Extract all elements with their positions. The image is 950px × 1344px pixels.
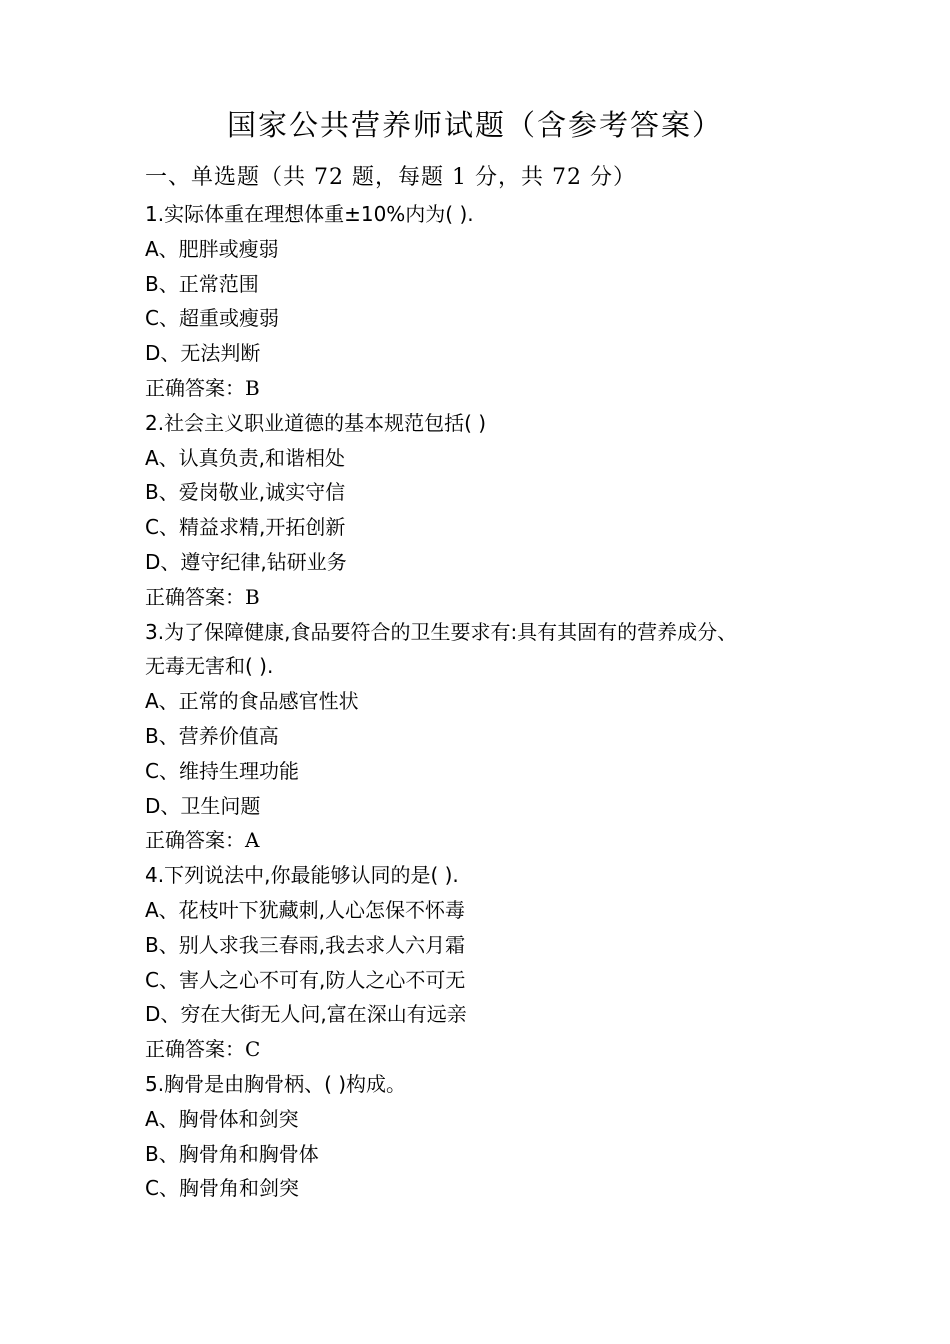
answer-option: A、花枝叶下犹藏刺,人心怎保不怀毒	[145, 897, 466, 922]
answer-option: C、胸骨角和剑突	[145, 1176, 299, 1201]
answer-option: D、无法判断	[145, 341, 261, 366]
question-stem: 2.社会主义职业道德的基本规范包括( )	[145, 410, 487, 435]
correct-answer: 正确答案：A	[145, 828, 260, 853]
question-block	[145, 406, 845, 615]
question-block	[145, 615, 845, 859]
answer-option: D、穷在大街无人问,富在深山有远亲	[145, 1002, 467, 1027]
answer-option: C、维持生理功能	[145, 758, 299, 783]
question-block	[145, 858, 845, 1067]
answer-option: B、营养价值高	[145, 723, 279, 748]
question-stem: 3.为了保障健康,食品要符合的卫生要求有:具有其固有的营养成分、	[145, 619, 738, 644]
answer-option: A、正常的食品感官性状	[145, 689, 359, 714]
question-list	[145, 197, 845, 1206]
answer-option: B、胸骨角和胸骨体	[145, 1141, 319, 1166]
answer-option: A、肥胖或瘦弱	[145, 236, 279, 261]
answer-option: C、精益求精,开拓创新	[145, 515, 346, 540]
question-stem: 4.下列说法中,你最能够认同的是( ).	[145, 863, 459, 888]
answer-option: B、爱岗敬业,诚实守信	[145, 480, 346, 505]
answer-option: D、卫生问题	[145, 793, 261, 818]
correct-answer: 正确答案：B	[145, 584, 260, 609]
question-block	[145, 197, 845, 406]
answer-option: A、认真负责,和谐相处	[145, 445, 346, 470]
document-title: 国家公共营养师试题（含参考答案）	[226, 108, 723, 142]
answer-option: B、别人求我三春雨,我去求人六月霜	[145, 932, 466, 957]
question-stem: 5.胸骨是由胸骨柄、( )构成。	[145, 1071, 407, 1096]
answer-option: A、胸骨体和剑突	[145, 1106, 299, 1131]
answer-option: C、害人之心不可有,防人之心不可无	[145, 967, 466, 992]
question-stem: 1.实际体重在理想体重±10%内为( ).	[145, 202, 474, 226]
answer-option: C、超重或瘦弱	[145, 306, 279, 331]
correct-answer: 正确答案：C	[145, 1037, 261, 1062]
question-stem: 无毒无害和( ).	[145, 654, 274, 679]
section-heading: 一、单选题（共 72 题，每题 1 分，共 72 分）	[145, 165, 636, 190]
correct-answer: 正确答案：B	[145, 375, 260, 400]
answer-option: D、遵守纪律,钻研业务	[145, 549, 347, 574]
question-block	[145, 1067, 845, 1206]
answer-option: B、正常范围	[145, 271, 259, 296]
